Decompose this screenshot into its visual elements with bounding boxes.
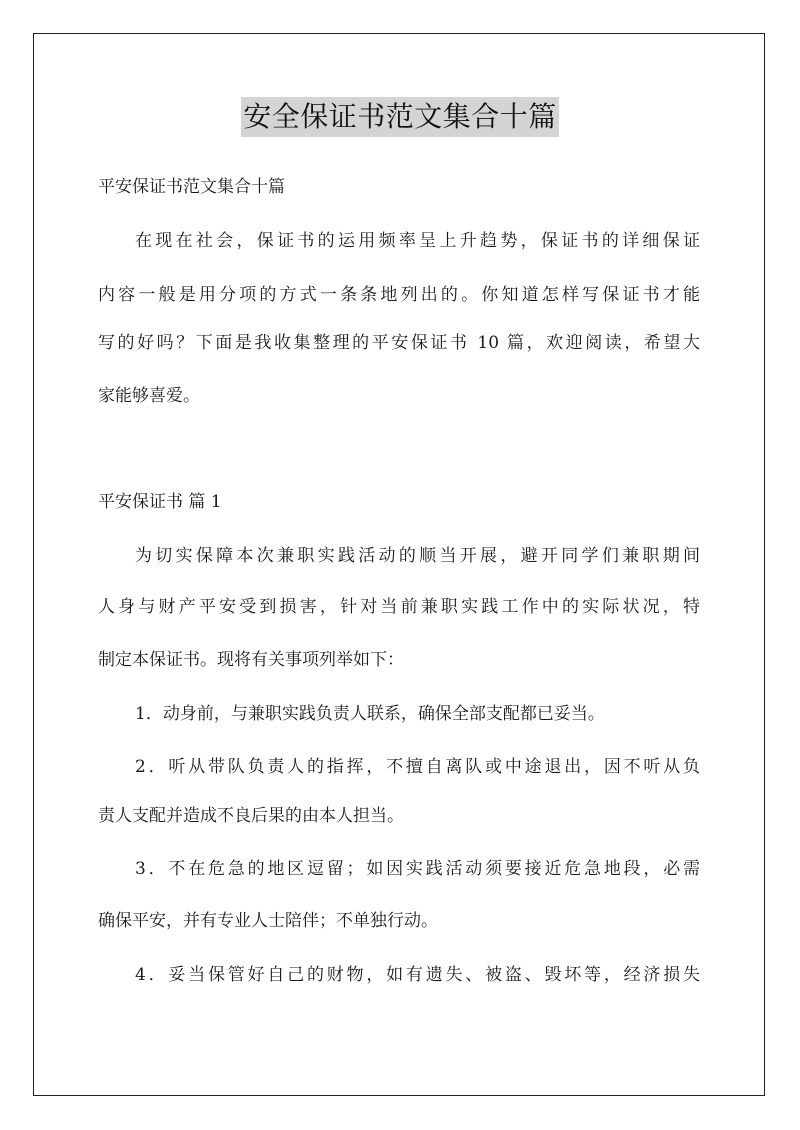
list-item-4-line-1: 4．妥当保管好自己的财物，如有遗失、被盗、毁坏等，经济损失 <box>135 965 700 985</box>
list-item-3-line-1: 3．不在危急的地区逗留；如因实践活动须要接近危急地段，必需 <box>135 859 700 879</box>
document-title: 安全保证书范文集合十篇 <box>241 97 559 137</box>
section-paragraph-line-3: 制定本保证书。现将有关事项列举如下： <box>98 650 404 670</box>
title-container <box>0 97 800 137</box>
intro-paragraph-line-2: 内容一般是用分项的方式一条条地列出的。你知道怎样写保证书才能 <box>98 285 700 305</box>
list-item-3-line-2: 确保平安，并有专业人士陪伴；不单独行动。 <box>98 911 438 931</box>
intro-paragraph-line-3: 写的好吗？下面是我收集整理的平安保证书 10 篇，欢迎阅读，希望大 <box>98 333 700 353</box>
list-item-2-line-2: 责人支配并造成不良后果的由本人担当。 <box>98 806 404 826</box>
intro-paragraph-line-4: 家能够喜爱。 <box>98 386 200 406</box>
list-item-1-line-1: 1．动身前，与兼职实践负责人联系，确保全部支配都已妥当。 <box>135 704 605 724</box>
subtitle: 平安保证书范文集合十篇 <box>98 177 285 197</box>
section-paragraph-line-2: 人身与财产平安受到损害，针对当前兼职实践工作中的实际状况，特 <box>98 597 700 617</box>
list-item-2-line-1: 2．听从带队负责人的指挥，不擅自离队或中途退出，因不听从负 <box>135 757 700 777</box>
intro-paragraph-line-1: 在现在社会，保证书的运用频率呈上升趋势，保证书的详细保证 <box>135 231 700 251</box>
section-paragraph-line-1: 为切实保障本次兼职实践活动的顺当开展，避开同学们兼职期间 <box>135 546 700 566</box>
section-heading: 平安保证书 篇 1 <box>98 492 222 512</box>
